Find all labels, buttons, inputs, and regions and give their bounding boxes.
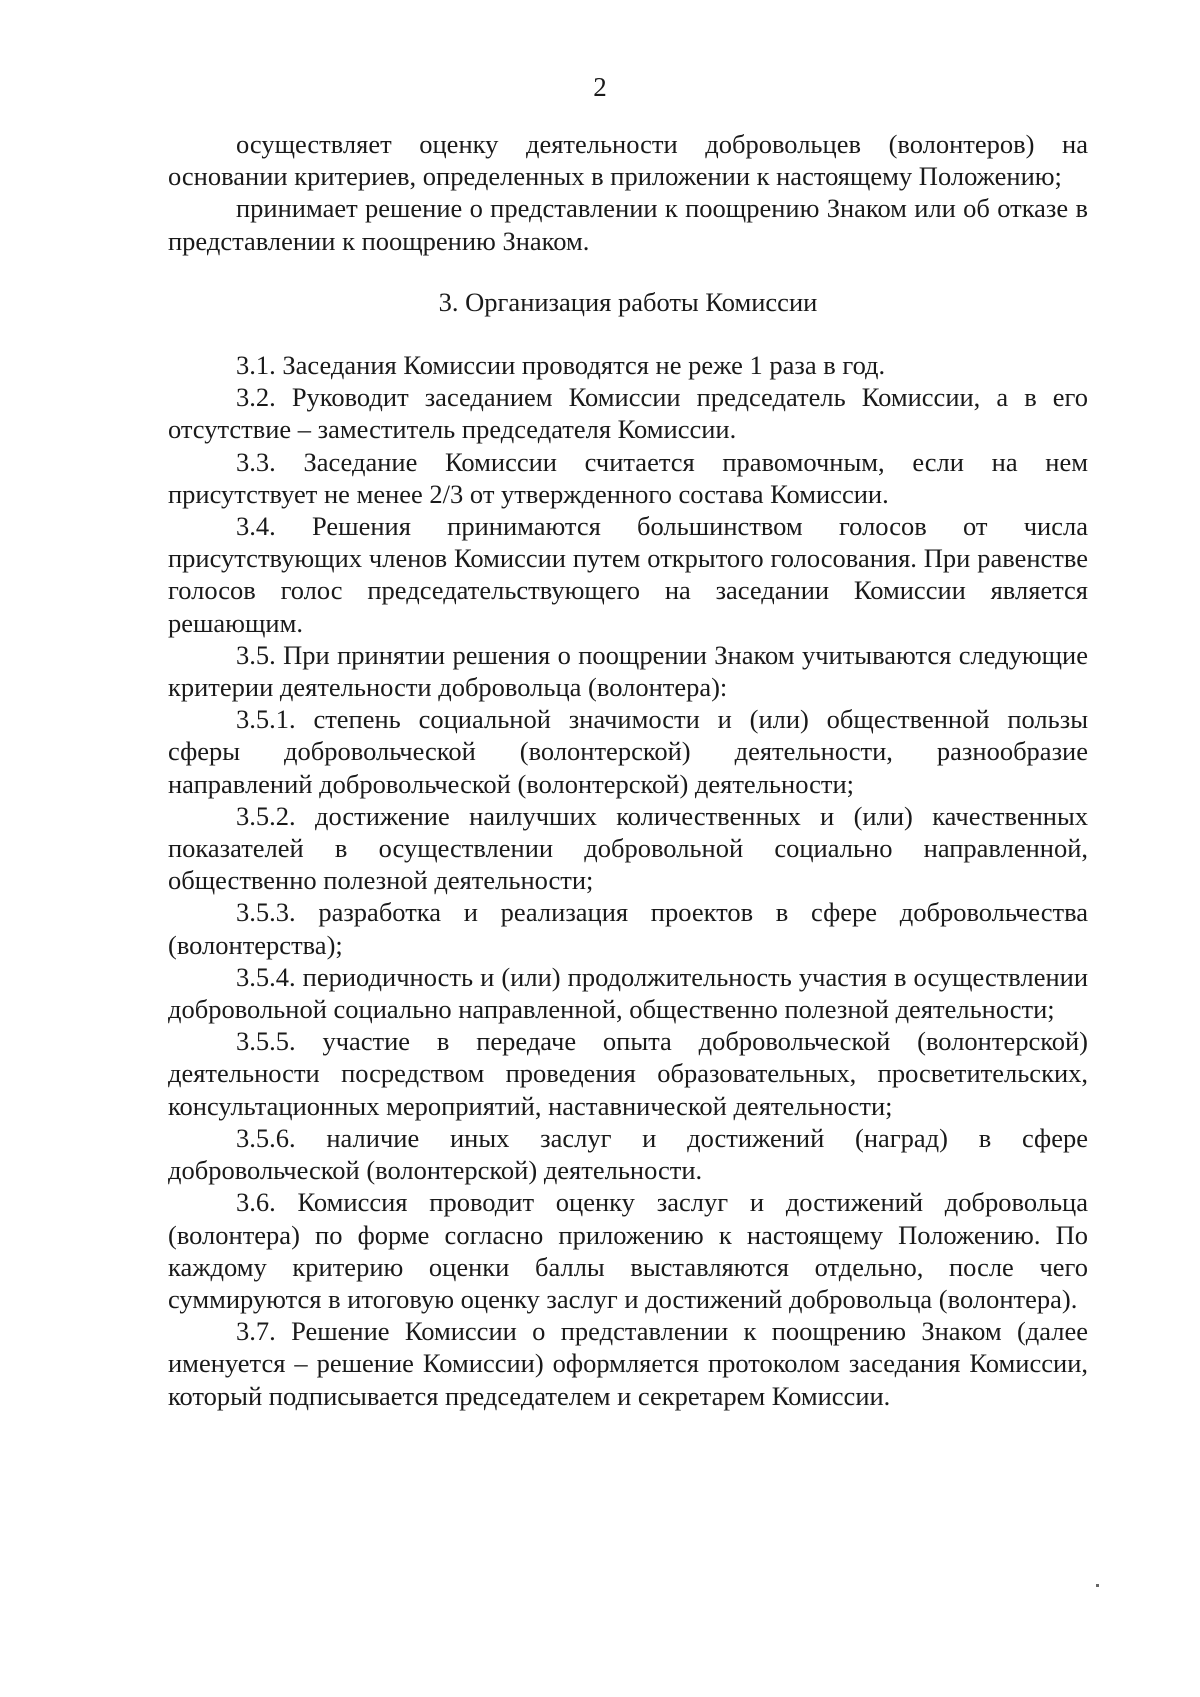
clause-3-5-1: 3.5.1. степень социальной значимости и (или) общественной пользы сферы добровольческой (волонтерской) деятельности, разнообразие направлений добровольческой (волонтерской) деятельности; [168, 704, 1088, 799]
clause-3-5-2: 3.5.2. достижение наилучших количественных и (или) качественных показателей в осуществлении добровольной социально направленной, общественно полезной деятельности; [168, 800, 1088, 896]
page-number: 2 [593, 72, 607, 102]
clause-3-7: 3.7. Решение Комиссии о представлении к поощрению Знаком (далее именуется – решение Комиссии) оформляется протоколом заседания Комиссии, который подписывается председателем и секретарем Комиссии. [168, 1316, 1088, 1411]
section-heading: 3. Организация работы Комиссии [438, 286, 818, 317]
clause-3-4: 3.4. Решения принимаются большинством голосов от числа присутствующих членов Комиссии путем открытого голосования. При равенстве голосов голос председательствующего на заседании Комиссии является решающим. [168, 511, 1088, 638]
document-body [168, 128, 1088, 1412]
clause-3-5-5: 3.5.5. участие в передаче опыта добровольческой (волонтерской) деятельности посредством проведения образовательных, просветительских, консультационных мероприятий, наставнической деятельности; [168, 1026, 1088, 1121]
clause-3-2: 3.2. Руководит заседанием Комиссии председатель Комиссии, а в его отсутствие – заместитель председателя Комиссии. [168, 382, 1088, 445]
clause-3-1: 3.1. Заседания Комиссии проводятся не реже 1 раза в год. [236, 350, 886, 381]
clause-3-5: 3.5. При принятии решения о поощрении Знаком учитываются следующие критерии деятельности добровольца (волонтера): [168, 639, 1088, 703]
clause-3-6: 3.6. Комиссия проводит оценку заслуг и достижений добровольца (волонтера) по форме согласно приложению к настоящему Положению. По каждому критерию оценки баллы выставляются отдельно, после чего суммируются в итоговую оценку заслуг и достижений добровольца (волонтера). [168, 1187, 1088, 1314]
clause-3-3: 3.3. Заседание Комиссии считается правомочным, если на нем присутствует не менее 2/3 от утвержденного состава Комиссии. [168, 446, 1088, 509]
paragraph-evaluation: осуществляет оценку деятельности добровольцев (волонтеров) на основании критериев, определенных в приложении к настоящему Положению; [168, 129, 1088, 192]
scan-mark [1096, 1584, 1099, 1587]
clause-3-5-4: 3.5.4. периодичность и (или) продолжительность участия в осуществлении добровольной социально направленной, общественно полезной деятельности; [168, 961, 1088, 1025]
paragraph-decision: принимает решение о представлении к поощрению Знаком или об отказе в представлении к поощрению Знаком. [168, 193, 1088, 256]
clause-3-5-6: 3.5.6. наличие иных заслуг и достижений (наград) в сфере добровольческой (волонтерской) деятельности. [168, 1122, 1088, 1186]
clause-3-5-3: 3.5.3. разработка и реализация проектов в сфере добровольчества (волонтерства); [168, 897, 1088, 960]
